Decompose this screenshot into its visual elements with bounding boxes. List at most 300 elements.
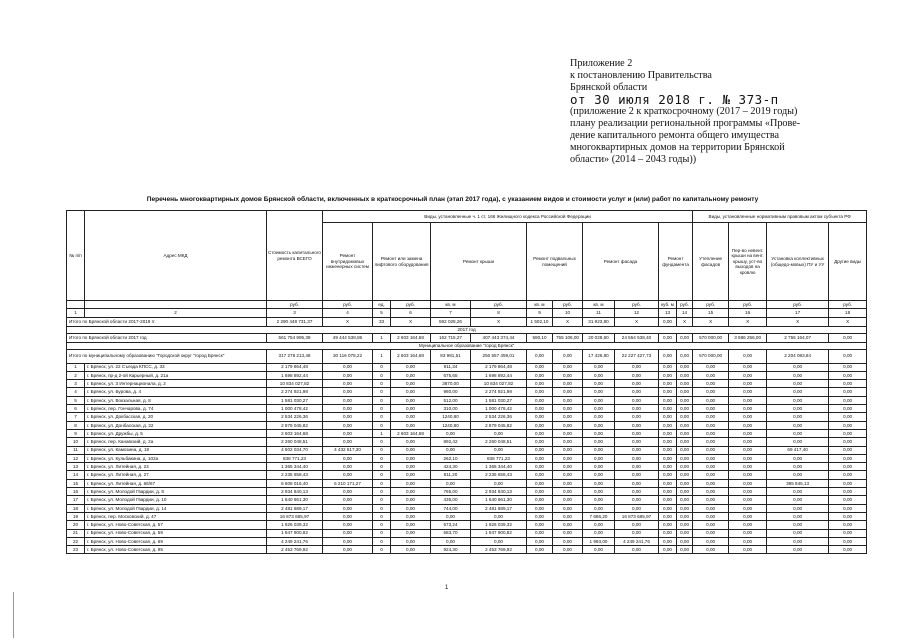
row-value: 0,00: [391, 363, 431, 371]
row-value: 0,00: [677, 363, 693, 371]
row-value: 0,00: [527, 512, 553, 520]
row-value: 0,00: [323, 380, 373, 388]
row-value: 0,00: [527, 546, 553, 554]
row-value: 0,00: [471, 429, 527, 437]
table-row: [67, 529, 867, 537]
row-value: 0,00: [323, 371, 373, 379]
row-value: 0,00: [323, 405, 373, 413]
row-value: 0,00: [729, 438, 767, 446]
total-value: 20 028,60: [583, 333, 615, 343]
row-value: 0,00: [391, 380, 431, 388]
row-address: г. Брянск, ул. Донбасская, д. 22: [85, 421, 267, 429]
row-value: 1240,80: [431, 421, 471, 429]
appendix-line-1: Приложение 2: [570, 58, 633, 69]
row-value: 0,00: [391, 371, 431, 379]
row-value: 0,00: [583, 463, 615, 471]
col-header-facade: Ремонт фасада: [583, 223, 659, 301]
row-value: 0,00: [553, 371, 583, 379]
row-number: 2: [67, 371, 85, 379]
row-value: 0,00: [677, 546, 693, 554]
row-value: 0,00: [767, 363, 829, 371]
row-value: 0,00: [693, 429, 729, 437]
row-value: 0,00: [471, 479, 527, 487]
table-row: [67, 380, 867, 388]
row-value: 0,00: [527, 463, 553, 471]
row-value: 2 260 048,51: [471, 438, 527, 446]
table-row: [67, 429, 867, 437]
total-value: X: [391, 317, 431, 327]
appendix-line-8: многоквартирных домов на территории Брянской: [570, 142, 785, 153]
row-value: 0,00: [677, 438, 693, 446]
row-value: 0,00: [615, 429, 659, 437]
total-value: 561 754 995,39: [267, 333, 323, 343]
total-value: 570 000,00: [693, 349, 729, 363]
row-value: 2 534 226,36: [267, 413, 323, 421]
row-value: 0,00: [391, 396, 431, 404]
row-value: 0,00: [659, 496, 677, 504]
row-number: 13: [67, 463, 85, 471]
row-number: 22: [67, 537, 85, 545]
row-value: 0,00: [391, 529, 431, 537]
total-label: Итого по Брянской области 2017 год: [67, 333, 267, 343]
row-value: 0,00: [615, 496, 659, 504]
row-value: 0: [373, 471, 391, 479]
row-value: 0,00: [829, 363, 867, 371]
col-header-other: Другие виды: [829, 223, 867, 301]
row-value: 0,00: [829, 405, 867, 413]
column-number-cell: 5: [373, 309, 391, 317]
row-number: 12: [67, 454, 85, 462]
row-value: 0,00: [553, 546, 583, 554]
row-value: 0,00: [829, 463, 867, 471]
row-value: 0: [373, 537, 391, 545]
total-value: 250 557 459,01: [471, 349, 527, 363]
row-value: 0,00: [553, 504, 583, 512]
row-value: 0: [373, 446, 391, 454]
row-value: 0: [373, 496, 391, 504]
row-value: 2 879 045,82: [267, 421, 323, 429]
row-value: 0,00: [583, 388, 615, 396]
row-value: 0,00: [677, 488, 693, 496]
row-value: 0,00: [767, 405, 829, 413]
total-value: 1: [373, 349, 391, 363]
row-value: 2 453 769,92: [471, 546, 527, 554]
row-value: 0,00: [323, 529, 373, 537]
column-number-cell: 17: [767, 309, 829, 317]
row-value: 0: [373, 529, 391, 537]
row-address: г. Брянск, ул. Литейная, д. 27: [85, 471, 267, 479]
row-value: 2 235 658,43: [267, 471, 323, 479]
row-number: 23: [67, 546, 85, 554]
row-value: 0: [373, 405, 391, 413]
row-value: 395 845,13: [767, 479, 829, 487]
column-number-cell: 13: [659, 309, 677, 317]
row-value: 0,00: [527, 471, 553, 479]
row-value: 0,00: [767, 529, 829, 537]
unit-cell-blank: [67, 301, 85, 309]
total-value: 0,00: [829, 349, 867, 363]
row-value: 0,00: [767, 488, 829, 496]
document-title: Перечень многоквартирных домов Брянской области, включенных в краткосрочный план (этап 2017 года), с указанием видов и стоимости услуг и (или) работ по капитальному ремонту: [146, 196, 759, 203]
row-number: 14: [67, 471, 85, 479]
total-value: 83 981,51: [431, 349, 471, 363]
row-value: 0,00: [471, 537, 527, 545]
column-number-cell: 6: [391, 309, 431, 317]
row-address: г. Брянск, ул. Молодой Гвардии, д. 8: [85, 488, 267, 496]
row-value: 0,00: [583, 504, 615, 512]
row-value: 0,00: [527, 388, 553, 396]
table-row: [67, 438, 867, 446]
unit-cell: руб.: [553, 301, 583, 309]
row-value: 0,00: [767, 429, 829, 437]
row-value: 0,00: [527, 396, 553, 404]
row-address: г. Брянск, ул. Ново-Советская, д. 57: [85, 521, 267, 529]
row-value: 0,00: [729, 488, 767, 496]
row-value: 0,00: [659, 488, 677, 496]
row-value: 2 603 164,68: [267, 429, 323, 437]
table-row: [67, 504, 867, 512]
unit-cell: руб.: [677, 301, 693, 309]
unit-cell: кв. м: [527, 301, 553, 309]
row-value: 0,00: [615, 471, 659, 479]
row-value: 0,00: [553, 479, 583, 487]
row-value: 0,00: [659, 479, 677, 487]
row-value: 0,00: [677, 405, 693, 413]
table-row: [67, 446, 867, 454]
row-value: 0,00: [729, 512, 767, 520]
row-value: 0,00: [553, 496, 583, 504]
row-value: 0,00: [471, 446, 527, 454]
row-value: 0,00: [431, 479, 471, 487]
unit-cell: руб.: [323, 301, 373, 309]
row-value: 0,00: [829, 537, 867, 545]
row-value: 0,00: [323, 396, 373, 404]
row-value: 0,00: [553, 454, 583, 462]
row-value: 911,34: [431, 363, 471, 371]
row-value: 0,00: [677, 529, 693, 537]
row-value: 0,00: [693, 396, 729, 404]
row-value: 0,00: [431, 512, 471, 520]
row-value: 0,00: [391, 479, 431, 487]
row-value: 0,00: [323, 496, 373, 504]
row-value: 0,00: [767, 438, 829, 446]
row-value: 0,00: [583, 396, 615, 404]
total-value: 0,00: [553, 349, 583, 363]
row-value: 0,00: [829, 388, 867, 396]
row-value: 0,00: [615, 488, 659, 496]
row-number: 15: [67, 479, 85, 487]
row-address: г. Брянск, ул. Бурова, д. 4: [85, 388, 267, 396]
table-row: [67, 512, 867, 520]
col-header-cost: Стоимость капитального ремонта ВСЕГО: [267, 211, 323, 301]
total-row-year: [67, 333, 867, 343]
total-value: 22 227 427,73: [615, 349, 659, 363]
row-value: 0,00: [729, 380, 767, 388]
unit-cell: руб.: [267, 301, 323, 309]
row-value: 0,00: [829, 504, 867, 512]
row-number: 10: [67, 438, 85, 446]
row-value: 0: [373, 546, 391, 554]
col-header-engineering: Ремонт внутридомовых инженерных систем: [323, 223, 373, 301]
scan-edge-line: [13, 592, 14, 638]
row-value: 0,00: [553, 529, 583, 537]
row-value: 0,00: [391, 471, 431, 479]
total-value: 755 106,00: [553, 333, 583, 343]
row-value: 2 453 769,92: [267, 546, 323, 554]
unit-cell: руб.: [615, 301, 659, 309]
row-value: 0,00: [693, 529, 729, 537]
row-address: г. Брянск, пер. Гончарова, д. 74: [85, 405, 267, 413]
row-value: 0: [373, 371, 391, 379]
row-value: 0,00: [527, 446, 553, 454]
row-value: 0,00: [677, 521, 693, 529]
row-value: 0,00: [471, 512, 527, 520]
row-value: 0,00: [323, 413, 373, 421]
row-value: 0,00: [583, 363, 615, 371]
row-value: 0,00: [391, 537, 431, 545]
row-value: 0,00: [527, 504, 553, 512]
total-value: 2 204 083,84: [767, 349, 829, 363]
row-value: 0,00: [659, 454, 677, 462]
row-value: 0,00: [323, 454, 373, 462]
appendix-line-9: области» (2014 – 2043 годы)): [570, 154, 697, 165]
row-value: 4 502 034,70: [267, 446, 323, 454]
row-value: 1 698 892,44: [267, 371, 323, 379]
row-value: 0,00: [391, 413, 431, 421]
row-value: 0,00: [527, 438, 553, 446]
row-value: 0,00: [553, 521, 583, 529]
row-value: 0,00: [323, 463, 373, 471]
total-value: X: [729, 317, 767, 327]
total-value: 49 444 538,86: [323, 333, 373, 343]
row-value: 2 274 921,98: [267, 388, 323, 396]
row-value: 892,42: [431, 438, 471, 446]
row-value: 0,00: [693, 405, 729, 413]
col-header-drains: Пер-во невент. крыши на вент. крышу, уст-во выходов на кровлю: [729, 223, 767, 301]
row-value: 0,00: [391, 388, 431, 396]
table-row: [67, 546, 867, 554]
total-value: X: [471, 317, 527, 327]
row-value: 0,00: [323, 504, 373, 512]
row-value: 2 934 840,13: [267, 488, 323, 496]
row-value: 10 834 027,82: [267, 380, 323, 388]
row-value: 0,00: [767, 512, 829, 520]
row-value: 0,00: [323, 429, 373, 437]
row-value: 0: [373, 396, 391, 404]
row-value: 0,00: [829, 413, 867, 421]
row-address: г. Брянск, пер. Канавский, д. 2а: [85, 438, 267, 446]
row-value: 0,00: [583, 521, 615, 529]
column-number-cell: 11: [583, 309, 615, 317]
row-value: 0,00: [615, 405, 659, 413]
row-value: 0,00: [693, 537, 729, 545]
row-value: 0,00: [527, 521, 553, 529]
table-row: [67, 421, 867, 429]
appendix-decree-date: от 30 июля 2018 г. № 373-п: [570, 92, 779, 107]
row-value: 0,00: [615, 521, 659, 529]
row-value: 0,00: [527, 363, 553, 371]
total-row-municipality: [67, 349, 867, 363]
row-value: 675,65: [431, 371, 471, 379]
row-value: 0,00: [659, 363, 677, 371]
row-value: 0,00: [767, 396, 829, 404]
row-value: 0,00: [615, 463, 659, 471]
row-value: 744,00: [431, 504, 471, 512]
row-value: 0,00: [615, 371, 659, 379]
row-value: 0,00: [323, 388, 373, 396]
row-value: 0,00: [767, 546, 829, 554]
total-value: 1: [373, 333, 391, 343]
row-value: 0,00: [391, 512, 431, 520]
row-value: 0,00: [729, 429, 767, 437]
table-row: [67, 496, 867, 504]
total-value: 2 290 448 731,37: [267, 317, 323, 327]
row-value: 0,00: [677, 454, 693, 462]
row-number: 7: [67, 413, 85, 421]
row-value: 0,00: [583, 529, 615, 537]
row-value: 0,00: [615, 504, 659, 512]
row-value: 0,00: [323, 488, 373, 496]
row-value: 0,00: [829, 446, 867, 454]
row-value: 0,00: [431, 446, 471, 454]
total-value: 0,00: [677, 333, 693, 343]
total-value: 0,00: [659, 317, 677, 327]
total-value: X: [323, 317, 373, 327]
total-value: 2 603 164,68: [391, 333, 431, 343]
row-value: 0,00: [729, 463, 767, 471]
row-value: 2 934 840,13: [471, 488, 527, 496]
row-value: 980,00: [431, 388, 471, 396]
appendix-block: [530, 58, 870, 166]
row-value: 1 000 478,42: [267, 405, 323, 413]
total-value: X: [693, 317, 729, 327]
row-value: 0,00: [659, 396, 677, 404]
row-number: 4: [67, 388, 85, 396]
row-value: 4 249 241,76: [615, 537, 659, 545]
row-address: г. Брянск, ул. Литейная, д. 23: [85, 463, 267, 471]
col-header-meters: Установка коллективных (общедо-мовых) ПУ и УУ: [767, 223, 829, 301]
row-value: 4 432 617,30: [323, 446, 373, 454]
row-value: 7 686,20: [583, 512, 615, 520]
row-value: 0,00: [553, 438, 583, 446]
row-value: 0,00: [323, 546, 373, 554]
row-value: 0,00: [693, 496, 729, 504]
units-row: [67, 301, 867, 309]
total-value: 0,00: [527, 349, 553, 363]
row-value: 0,00: [729, 521, 767, 529]
row-value: 0,00: [615, 380, 659, 388]
total-value: 0,00: [729, 349, 767, 363]
total-row-all: [67, 317, 867, 327]
row-value: 573,24: [431, 521, 471, 529]
total-label: Итого по Брянской области 2017-2019 гг.: [67, 317, 267, 327]
col-header-roof: Ремонт крыши: [431, 223, 527, 301]
row-address: г. Брянск, ул. Камозина, д. 18: [85, 446, 267, 454]
unit-cell: ед.: [373, 301, 391, 309]
total-value: X: [677, 317, 693, 327]
row-value: 0: [373, 512, 391, 520]
row-value: 0,00: [693, 438, 729, 446]
row-value: 0,00: [583, 413, 615, 421]
row-value: 0,00: [829, 429, 867, 437]
section-year-label: 2017 год: [67, 327, 867, 334]
row-value: 0,00: [323, 521, 373, 529]
row-value: 1 926 039,32: [267, 521, 323, 529]
row-value: 0,00: [829, 380, 867, 388]
row-value: 0,00: [527, 454, 553, 462]
row-value: 1 698 892,44: [471, 371, 527, 379]
row-value: 0,00: [391, 454, 431, 462]
row-value: 0,00: [729, 405, 767, 413]
row-value: 0,00: [391, 463, 431, 471]
row-value: 0: [373, 479, 391, 487]
row-value: 0,00: [553, 471, 583, 479]
row-value: 0,00: [615, 454, 659, 462]
appendix-line-3: Брянской области: [570, 82, 648, 93]
row-value: 0,00: [583, 446, 615, 454]
total-label: Итого по муниципальному образованию "Городской округ "город Брянск": [67, 349, 267, 363]
row-value: 0: [373, 388, 391, 396]
row-value: 0,00: [323, 471, 373, 479]
row-value: 0,00: [767, 413, 829, 421]
row-address: г. Брянск, ул. 3 Интернационала, д. 2: [85, 380, 267, 388]
row-value: 0,00: [391, 546, 431, 554]
row-value: 0,00: [767, 421, 829, 429]
row-value: 262,10: [431, 454, 471, 462]
row-value: 0,00: [729, 413, 767, 421]
row-value: 0,00: [583, 496, 615, 504]
unit-cell: руб.: [693, 301, 729, 309]
total-value: 0,00: [659, 349, 677, 363]
row-address: г. Брянск, ул. Ново-Советская, д. 69: [85, 537, 267, 545]
column-number-cell: 3: [267, 309, 323, 317]
row-value: 0,00: [391, 421, 431, 429]
row-value: 0,00: [693, 488, 729, 496]
row-value: 0,00: [659, 463, 677, 471]
row-value: 1 640 661,30: [267, 496, 323, 504]
col-header-elevator: Ремонт или замена лифтового оборудования: [373, 223, 431, 301]
row-address: г. Брянск, ул. Литейная, д. 66/67: [85, 479, 267, 487]
row-value: 0,00: [583, 479, 615, 487]
row-value: 0,00: [693, 521, 729, 529]
total-value: 570 000,00: [693, 333, 729, 343]
row-address: г. Брянск, ул. Ново-Советская, д. 95: [85, 546, 267, 554]
row-address: г. Брянск, пр-д 2-ой Карьерный, д. 21а: [85, 371, 267, 379]
row-value: 0,00: [829, 454, 867, 462]
row-value: 1 365 344,40: [267, 463, 323, 471]
row-value: 2 260 048,51: [267, 438, 323, 446]
row-value: 4 249 241,76: [267, 537, 323, 545]
row-value: 0,00: [693, 371, 729, 379]
table-row: [67, 463, 867, 471]
row-value: 0,00: [583, 438, 615, 446]
column-number-cell: 4: [323, 309, 373, 317]
row-number: 20: [67, 521, 85, 529]
row-value: 0,00: [659, 429, 677, 437]
column-number-cell: 7: [431, 309, 471, 317]
row-value: 1 581 030,27: [267, 396, 323, 404]
row-address: г. Брянск, ул. 22 Съезда КПСС, д. 33: [85, 363, 267, 371]
row-value: 0,00: [553, 421, 583, 429]
row-number: 19: [67, 512, 85, 520]
row-value: 0,00: [659, 521, 677, 529]
row-value: 0,00: [677, 479, 693, 487]
row-value: 0,00: [829, 471, 867, 479]
row-value: 0,00: [677, 396, 693, 404]
table-row: [67, 388, 867, 396]
row-value: 0,00: [767, 380, 829, 388]
row-value: 0,00: [391, 438, 431, 446]
